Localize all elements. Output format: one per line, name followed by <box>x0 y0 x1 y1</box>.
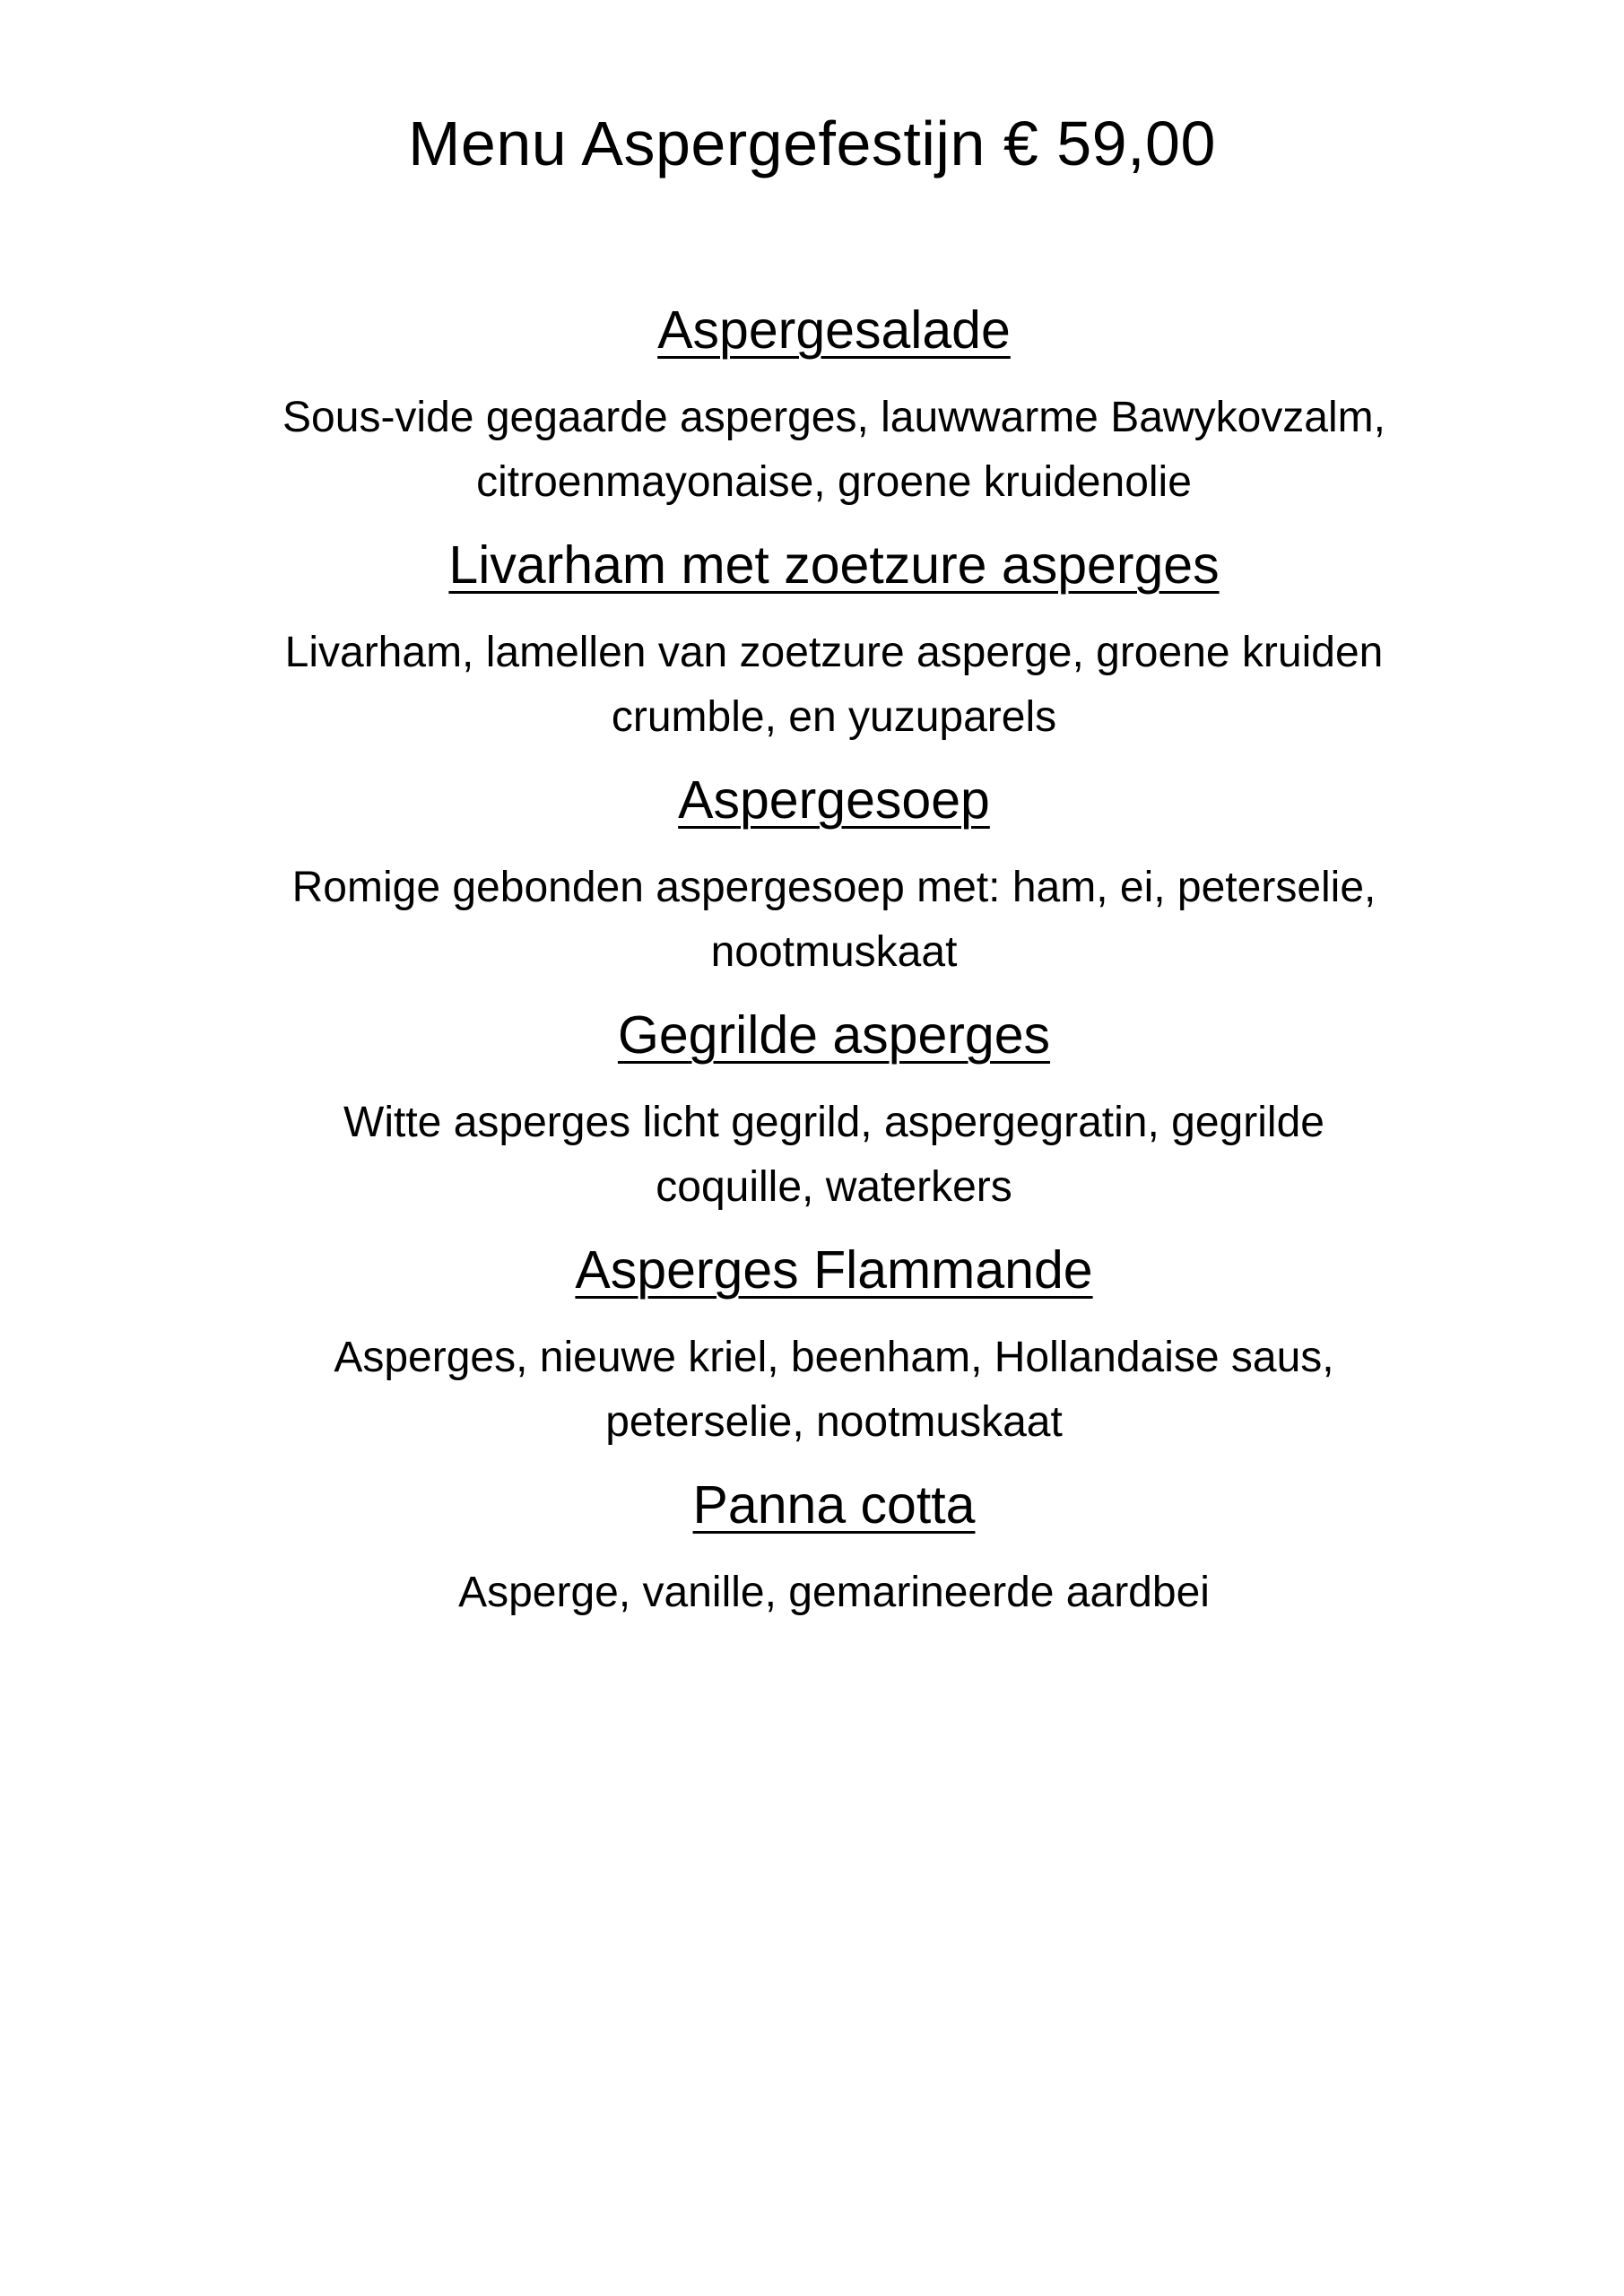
course-name: Panna cotta <box>692 1475 976 1535</box>
course-name: Asperges Flammande <box>575 1240 1093 1300</box>
course-item <box>242 294 1426 515</box>
course-item <box>242 999 1426 1220</box>
course-item <box>242 1469 1426 1625</box>
course-name: Aspergesalade <box>657 300 1011 360</box>
course-description: Asperges, nieuwe kriel, beenham, Hollandaise saus, peterselie, nootmuskaat <box>334 1334 1334 1446</box>
course-list <box>242 294 1426 1639</box>
course-name: Aspergesoep <box>678 770 990 830</box>
course-item <box>242 529 1426 750</box>
course-item <box>242 764 1426 985</box>
course-name: Livarham met zoetzure asperges <box>448 535 1220 595</box>
menu-title: Menu Aspergefestijn € 59,00 <box>408 109 1216 178</box>
course-description: Romige gebonden aspergesoep met: ham, ei, peterselie, nootmuskaat <box>291 864 1376 976</box>
course-name: Gegrilde asperges <box>617 1005 1051 1065</box>
course-description: Sous-vide gegaarde asperges, lauwwarme Bawykovzalm, citroenmayonaise, groene kruidenolie <box>282 394 1385 506</box>
course-description: Livarham, lamellen van zoetzure asperge, groene kruiden crumble, en yuzuparels <box>284 629 1384 741</box>
course-description: Asperge, vanille, gemarineerde aardbei <box>458 1569 1210 1616</box>
course-description: Witte asperges licht gegrild, aspergegratin, gegrilde coquille, waterkers <box>343 1099 1324 1211</box>
course-item <box>242 1234 1426 1455</box>
